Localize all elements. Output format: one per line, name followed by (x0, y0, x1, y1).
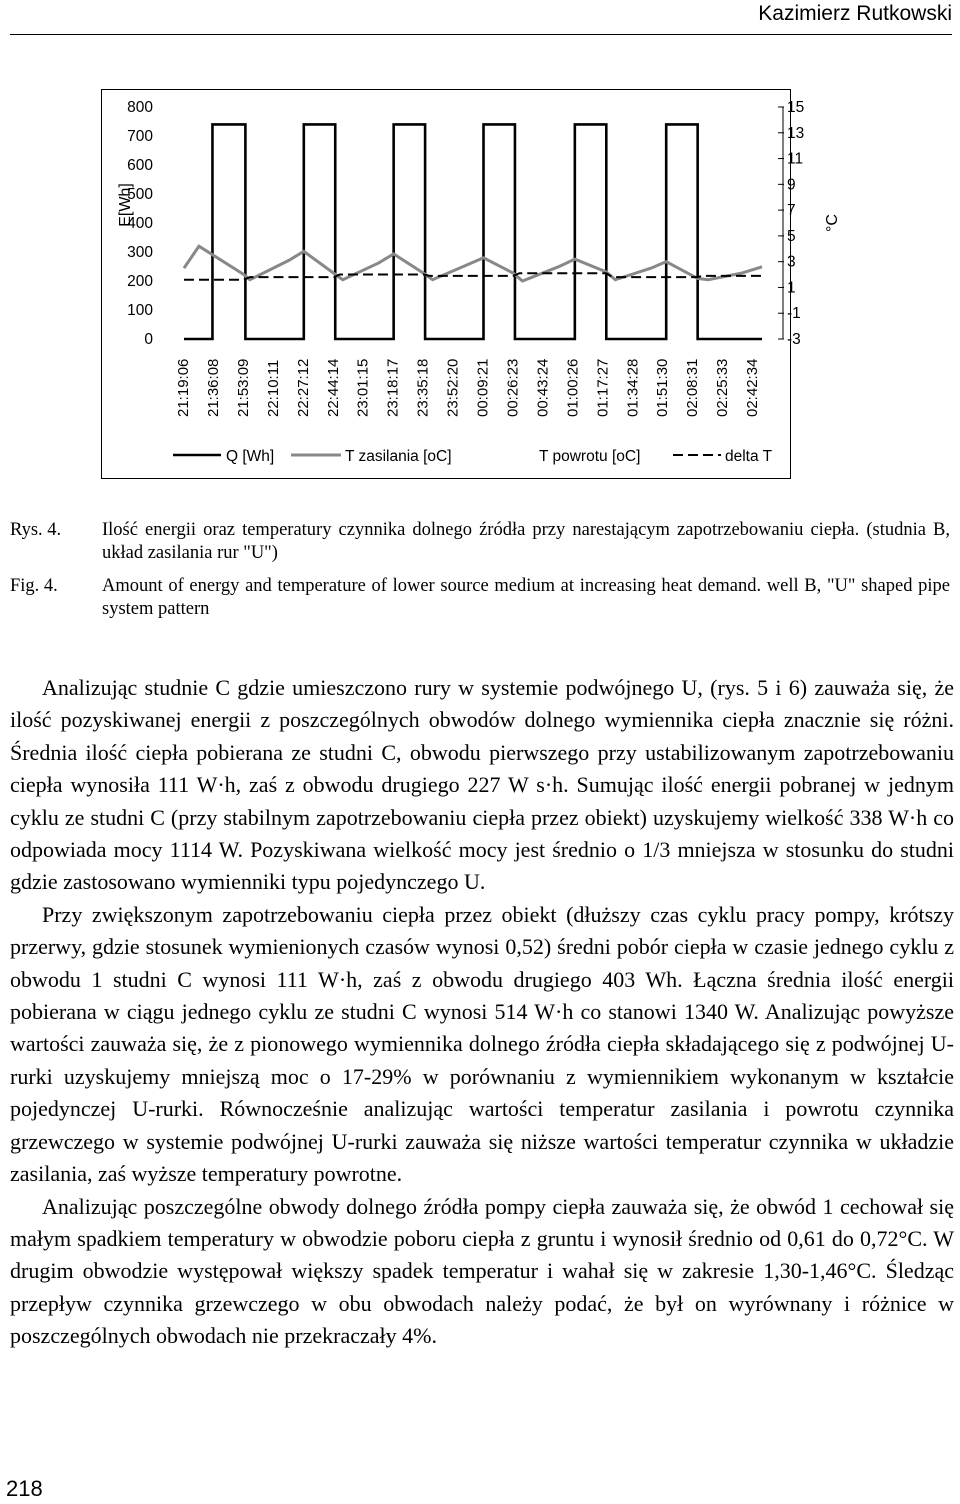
x-tick-label: 00:26:23 (504, 358, 522, 417)
left-axis-label: E[Wh] (117, 183, 134, 227)
left-axis-tick-label: 600 (127, 157, 153, 174)
left-axis-tick-label: 500 (127, 186, 153, 203)
left-axis-tick-label: 300 (127, 244, 153, 261)
left-axis-tick-label: 800 (127, 99, 153, 116)
legend-q-label: Q [Wh] (226, 448, 275, 465)
x-tick-label: 22:10:11 (264, 359, 282, 417)
legend-t-powrotu-label: T powrotu [oC] (539, 448, 641, 465)
caption-fig-label: Fig. 4. (10, 576, 58, 596)
right-axis-label: °C (824, 214, 841, 232)
x-tick-label: 21:36:08 (204, 358, 222, 417)
x-tick-label: 02:42:34 (744, 358, 762, 417)
x-tick-label: 22:44:14 (324, 358, 342, 417)
x-tick-label: 00:43:24 (534, 358, 552, 417)
x-tick-label: 21:53:09 (234, 358, 252, 417)
left-axis-tick-label: 700 (127, 128, 153, 145)
x-tick-label: 21:19:06 (175, 358, 192, 417)
series-delta-t-line (184, 273, 762, 279)
paragraph-2: Przy zwiększonym zapotrzebowaniu ciepła przez obiekt (dłuższy czas cyklu pracy pompy, krótszy przerwy, gdzie stosunek wymienionych czasów wynosi 0,52) średni pobór ciepła w czasie jednego cyklu z obwodu 1 studni C wynosi 111 W·h, zaś z obwodu drugiego 403 Wh. Łączna średnia ilość energii pobierana w ciągu jednego cyklu ze studni C wynosi 514 W·h co stanowi 1340 W. Analizując powyższe wartości zauważa się, że z pionowego wymiennika dolnego źródła ciepła składającego się z podwójnej U-rurki uzyskujemy mniejszą moc o 17-29% w porównaniu z wymiennikiem wykonanym w kształcie pojedynczej U-rurki. Równocześnie analizując wartości temperatur zasilania i powrotu czynnika grzewczego w systemie podwójnej U-rurki zauważa się niższe wartości temperatur czynnika w układzie zasilania, zaś wyższe temperatury powrotne. (10, 901, 954, 1187)
series-q-line (184, 124, 762, 339)
right-axis-tick-label: 5 (787, 227, 796, 245)
right-axis-tick-label: 15 (787, 99, 805, 116)
x-tick-label: 22:27:12 (294, 358, 312, 417)
right-axis-tick-label: 11 (787, 150, 804, 168)
x-tick-label: 23:35:18 (414, 358, 432, 417)
x-tick-label: 02:25:33 (714, 358, 732, 417)
x-tick-label: 00:09:21 (474, 358, 492, 417)
right-axis-tick-label: -3 (787, 331, 801, 348)
left-axis-tick-label: 0 (144, 331, 153, 348)
x-tick-label: 01:00:26 (564, 358, 582, 417)
running-header (10, 0, 952, 35)
x-tick-label: 23:01:15 (354, 358, 372, 417)
figure-chart (101, 89, 841, 479)
x-tick-label: 01:51:30 (654, 358, 672, 417)
right-axis-tick-label: 7 (787, 202, 796, 220)
right-axis-tick-label: 13 (787, 124, 805, 142)
right-axis-tick-label: 9 (787, 176, 796, 194)
chart-svg (101, 89, 841, 479)
left-axis-tick-label: 400 (127, 215, 153, 232)
x-tick-label: 23:52:20 (444, 358, 462, 417)
right-axis-tick-label: -1 (787, 305, 801, 323)
header-author: Kazimierz Rutkowski (758, 2, 952, 25)
caption-fig-text: Amount of energy and temperature of lower source medium at increasing heat demand. well B, "U" shaped pipe system pattern (102, 576, 950, 619)
right-axis-tick-label: 3 (787, 253, 796, 271)
paragraph-1: Analizując studnie C gdzie umieszczono rury w systemie podwójnego U, (rys. 5 i 6) zauważa się, że ilość pozyskiwanej energii z poszczególnych obwodów dolnego wymiennika ciepła znacznie się różni. Średnia ilość ciepła pobierana ze studni C, obwodu pierwszego przy ustabilizowanym zapotrzebowaniu ciepła wynosiła 111 W·h, zaś z obwodu drugiego 227 W s·h. Sumując ilość energii pobranej w jednym cyklu ze studni C (przy stabilnym zapotrzebowaniu ciepła przez obiekt) uzyskujemy wielkość 338 W·h co odpowiada mocy 1114 W. Pozyskiwana wielkość mocy jest średnio o 1/3 mniejsza w stosunku do studni gdzie zastosowano wymienniki typu pojedynczego U. (10, 675, 954, 895)
caption-rys-label: Rys. 4. (10, 520, 62, 540)
legend-delta-t-label: delta T (725, 448, 773, 465)
paragraph-3: Analizując poszczególne obwody dolnego źródła pompy ciepła zauważa się, że obwód 1 cechował się małym spadkiem temperatury w obwodzie poboru ciepła z gruntu i wynosił średnio od 0,61 do 0,72°C. W drugim obwodzie występował większy spadek temperatur i wahał się w zakresie 1,30-1,46°C. Śledząc przepływ czynnika grzewczego w obu obwodach należy podać, że był on wyrównany i różnice w poszczególnych obwodach nie przekraczały 4%. (10, 1193, 954, 1349)
left-axis-tick-label: 100 (127, 302, 153, 319)
left-axis-tick-label: 200 (127, 273, 153, 290)
right-axis-tick-label: 1 (787, 279, 796, 297)
body-text (10, 672, 954, 1353)
chart-frame (102, 90, 791, 479)
page-number: 218 (6, 1476, 43, 1501)
legend-t-zasilania-label: T zasilania [oC] (345, 448, 452, 465)
x-tick-label: 23:18:17 (384, 358, 402, 417)
caption-rys-text: Ilość energii oraz temperatury czynnika dolnego źródła przy narestającym zapotrzebowaniu ciepła. (studnia B, układ zasilania rur "U") (102, 520, 950, 563)
x-tick-label: 01:17:27 (594, 358, 612, 417)
x-tick-label: 02:08:31 (684, 358, 702, 417)
x-tick-label: 01:34:28 (624, 358, 642, 417)
